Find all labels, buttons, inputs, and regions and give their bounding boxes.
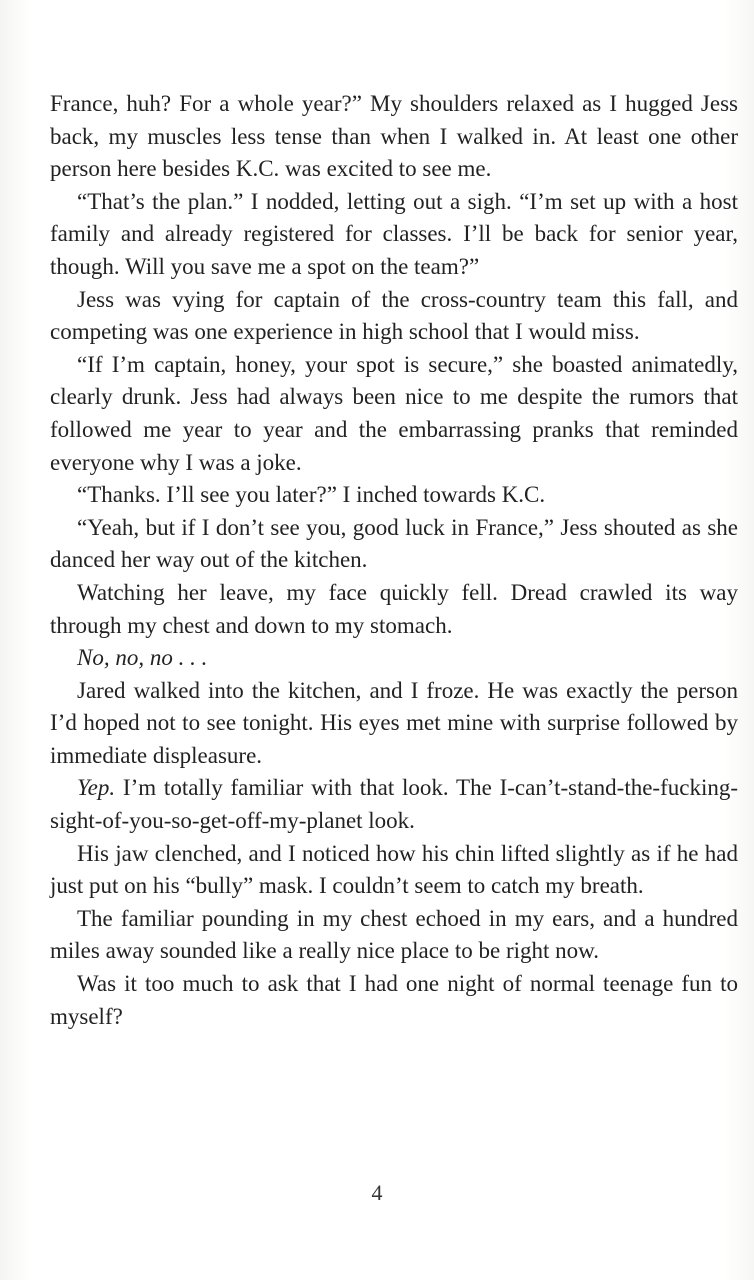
paragraph-7 [50, 577, 738, 642]
paragraph-text: “Thanks. I’ll see you later?” I inched towards K.C. [77, 482, 546, 508]
paragraph-6 [50, 512, 738, 577]
paragraph-4 [50, 349, 738, 479]
paragraph-13 [50, 968, 738, 1033]
body-text [50, 88, 738, 1033]
paragraph-3 [50, 284, 738, 349]
paragraph-1 [50, 88, 738, 186]
paragraph-text: “Yeah, but if I don’t see you, good luck in France,” Jess shouted as she danced her way out of the kitchen. [50, 514, 738, 573]
paragraph-11 [50, 838, 738, 903]
paragraph-lead: No, no, no . . . [77, 645, 208, 671]
paragraph-10 [50, 772, 738, 837]
paragraph-text: France, huh? For a whole year?” My shoulders relaxed as I hugged Jess back, my muscles less tense than when I walked in. At least one other person here besides K.C. was excited to see me. [50, 91, 738, 182]
paragraph-5 [50, 479, 738, 512]
paragraph-12 [50, 903, 738, 968]
paragraph-text: Watching her leave, my face quickly fell. Dread crawled its way through my chest and down to my stomach. [50, 579, 738, 638]
paragraph-text: Was it too much to ask that I had one night of normal teenage fun to myself? [50, 971, 738, 1029]
paragraph-text: Jared walked into the kitchen, and I froze. He was exactly the person I’d hoped not to see tonight. His eyes met mine with surprise followed by immediate displeasure. [50, 677, 738, 768]
paragraph-text: “That’s the plan.” I nodded, letting out a sigh. “I’m set up with a host family and already registered for classes. I’ll be back for senior year, though. Will you save me a spot on the team?” [50, 188, 738, 279]
paragraph-9 [50, 675, 738, 773]
page-number: 4 [371, 1180, 383, 1205]
paragraph-text: I’m totally familiar with that look. The I-can’t-stand-the-fucking-sight-of-you-so-get-off-my-planet look. [50, 775, 738, 834]
paragraph-8 [50, 642, 738, 675]
paragraph-text: Jess was vying for captain of the cross-country team this fall, and competing was one experience in high school that I would miss. [50, 286, 738, 345]
paragraph-text: The familiar pounding in my chest echoed in my ears, and a hundred miles away sounded like a really nice place to be right now. [50, 905, 738, 964]
paragraph-2 [50, 186, 738, 284]
paragraph-text: His jaw clenched, and I noticed how his chin lifted slightly as if he had just put on his “bully” mask. I couldn’t seem to catch my breath. [50, 840, 738, 899]
paragraph-lead: Yep. [77, 775, 116, 801]
paragraph-text: “If I’m captain, honey, your spot is secure,” she boasted animatedly, clearly drunk. Jess had always been nice to me despite the rumors that followed me year to year and the embarrassing pranks that reminded everyone why I was a joke. [50, 351, 738, 475]
